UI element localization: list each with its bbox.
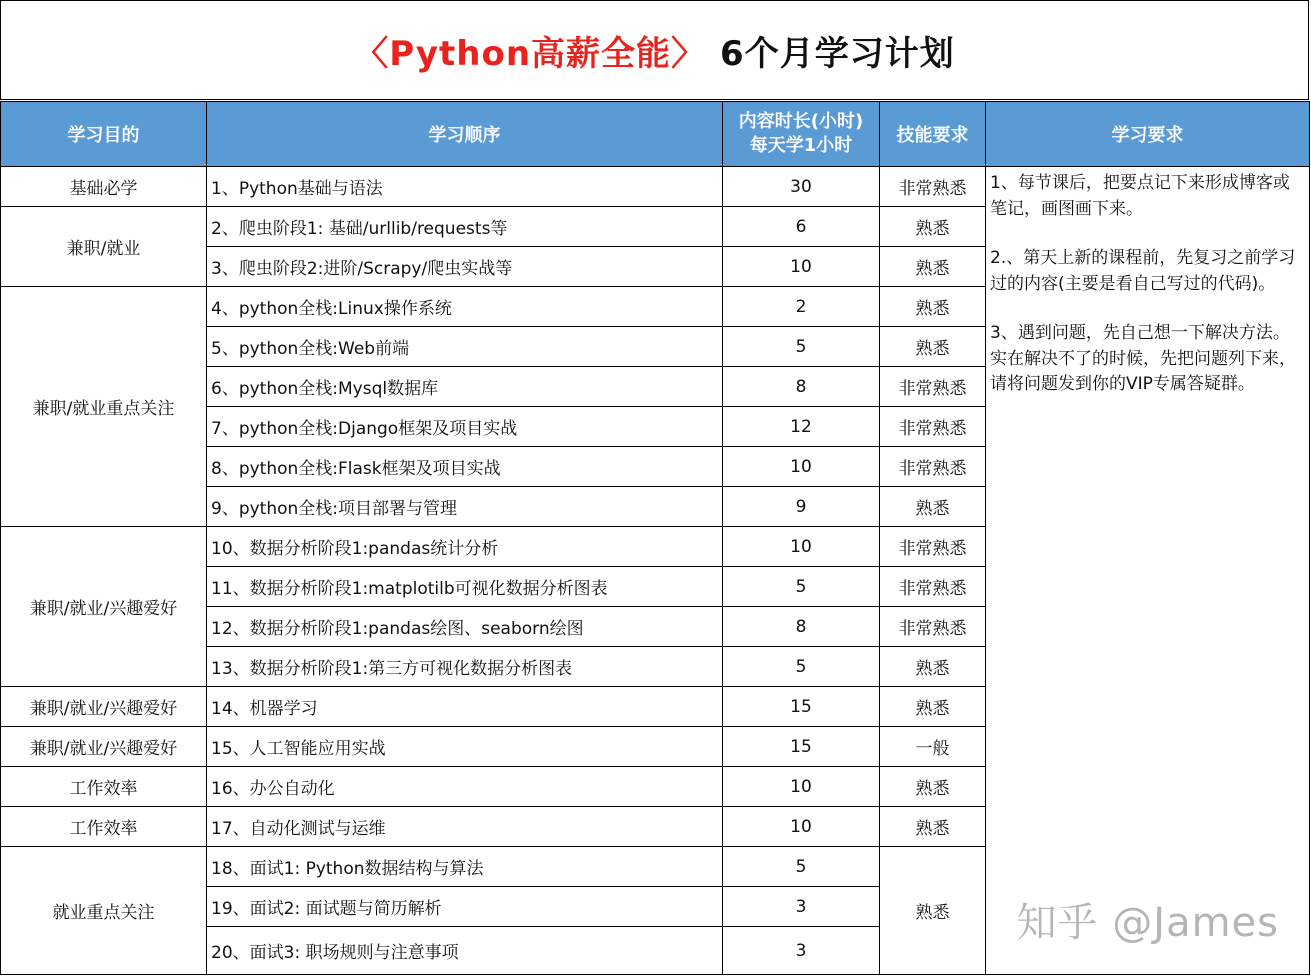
hours-cell: 12 [723, 407, 880, 447]
skill-cell: 熟悉 [880, 687, 986, 727]
header-duration-line2: 每天学1小时 [749, 135, 853, 156]
group-cell: 基础必学 [1, 167, 207, 207]
order-cell: 17、自动化测试与运维 [207, 807, 723, 847]
header-duration-line1: 内容时长(小时) [738, 111, 864, 132]
group-cell: 兼职/就业/兴趣爱好 [1, 687, 207, 727]
hours-cell: 6 [723, 207, 880, 247]
order-cell: 9、python全栈:项目部署与管理 [207, 487, 723, 527]
hours-cell: 5 [723, 567, 880, 607]
header-requirements: 学习要求 [986, 102, 1310, 167]
table-row [1, 167, 1310, 207]
order-cell: 5、python全栈:Web前端 [207, 327, 723, 367]
hours-cell: 5 [723, 847, 880, 887]
group-cell: 就业重点关注 [1, 847, 207, 975]
order-cell: 3、爬虫阶段2:进阶/Scrapy/爬虫实战等 [207, 247, 723, 287]
skill-cell: 熟悉 [880, 767, 986, 807]
skill-cell: 非常熟悉 [880, 527, 986, 567]
hours-cell: 10 [723, 527, 880, 567]
requirement-item: 3、遇到问题，先自己想一下解决方法。实在解决不了的时候，先把问题列下来，请将问题发到你的VIP专属答疑群。 [990, 323, 1296, 394]
skill-cell: 熟悉 [880, 487, 986, 527]
hours-cell: 9 [723, 487, 880, 527]
requirement-item: 1、每节课后，把要点记下来形成博客或笔记，画图画下来。 [990, 173, 1290, 219]
hours-cell: 30 [723, 167, 880, 207]
skill-cell: 非常熟悉 [880, 367, 986, 407]
hours-cell: 3 [723, 927, 880, 975]
order-cell: 18、面试1: Python数据结构与算法 [207, 847, 723, 887]
group-cell: 兼职/就业/兴趣爱好 [1, 727, 207, 767]
order-cell: 10、数据分析阶段1:pandas统计分析 [207, 527, 723, 567]
skill-cell: 非常熟悉 [880, 167, 986, 207]
order-cell: 6、python全栈:Mysql数据库 [207, 367, 723, 407]
hours-cell: 10 [723, 767, 880, 807]
skill-cell: 熟悉 [880, 847, 986, 975]
group-cell: 兼职/就业/兴趣爱好 [1, 527, 207, 687]
order-cell: 1、Python基础与语法 [207, 167, 723, 207]
group-cell: 工作效率 [1, 807, 207, 847]
order-cell: 13、数据分析阶段1:第三方可视化数据分析图表 [207, 647, 723, 687]
hours-cell: 8 [723, 607, 880, 647]
header-purpose: 学习目的 [1, 102, 207, 167]
watermark: 知乎 @James [1016, 900, 1279, 946]
order-cell: 15、人工智能应用实战 [207, 727, 723, 767]
skill-cell: 非常熟悉 [880, 567, 986, 607]
hours-cell: 10 [723, 807, 880, 847]
title-rest: 6个月学习计划 [720, 33, 955, 74]
hours-cell: 15 [723, 687, 880, 727]
order-cell: 2、爬虫阶段1: 基础/urllib/requests等 [207, 207, 723, 247]
order-cell: 4、python全栈:Linux操作系统 [207, 287, 723, 327]
hours-cell: 15 [723, 727, 880, 767]
hours-cell: 5 [723, 647, 880, 687]
order-cell: 11、数据分析阶段1:matplotilb可视化数据分析图表 [207, 567, 723, 607]
group-cell: 兼职/就业 [1, 207, 207, 287]
skill-cell: 熟悉 [880, 247, 986, 287]
hours-cell: 10 [723, 447, 880, 487]
requirement-item: 2.、第天上新的课程前，先复习之前学习过的内容(主要是看自己写过的代码)。 [990, 248, 1296, 294]
order-cell: 12、数据分析阶段1:pandas绘图、seaborn绘图 [207, 607, 723, 647]
header-skill: 技能要求 [880, 102, 986, 167]
skill-cell: 非常熟悉 [880, 607, 986, 647]
hours-cell: 3 [723, 887, 880, 927]
group-cell: 兼职/就业重点关注 [1, 287, 207, 527]
requirements-cell [986, 167, 1310, 975]
page-title [0, 0, 1309, 100]
skill-cell: 熟悉 [880, 327, 986, 367]
order-cell: 19、面试2: 面试题与简历解析 [207, 887, 723, 927]
hours-cell: 10 [723, 247, 880, 287]
hours-cell: 2 [723, 287, 880, 327]
group-cell: 工作效率 [1, 767, 207, 807]
table-header-row [1, 102, 1310, 167]
hours-cell: 8 [723, 367, 880, 407]
order-cell: 14、机器学习 [207, 687, 723, 727]
skill-cell: 熟悉 [880, 207, 986, 247]
skill-cell: 熟悉 [880, 287, 986, 327]
order-cell: 20、面试3: 职场规则与注意事项 [207, 927, 723, 975]
header-order: 学习顺序 [207, 102, 723, 167]
order-cell: 16、办公自动化 [207, 767, 723, 807]
hours-cell: 5 [723, 327, 880, 367]
skill-cell: 熟悉 [880, 647, 986, 687]
skill-cell: 熟悉 [880, 807, 986, 847]
header-duration [723, 102, 880, 167]
skill-cell: 非常熟悉 [880, 447, 986, 487]
skill-cell: 非常熟悉 [880, 407, 986, 447]
order-cell: 8、python全栈:Flask框架及项目实战 [207, 447, 723, 487]
order-cell: 7、python全栈:Django框架及项目实战 [207, 407, 723, 447]
title-bracketed: 〈Python高薪全能〉 [354, 33, 707, 74]
study-plan-table [0, 101, 1310, 975]
skill-cell: 一般 [880, 727, 986, 767]
